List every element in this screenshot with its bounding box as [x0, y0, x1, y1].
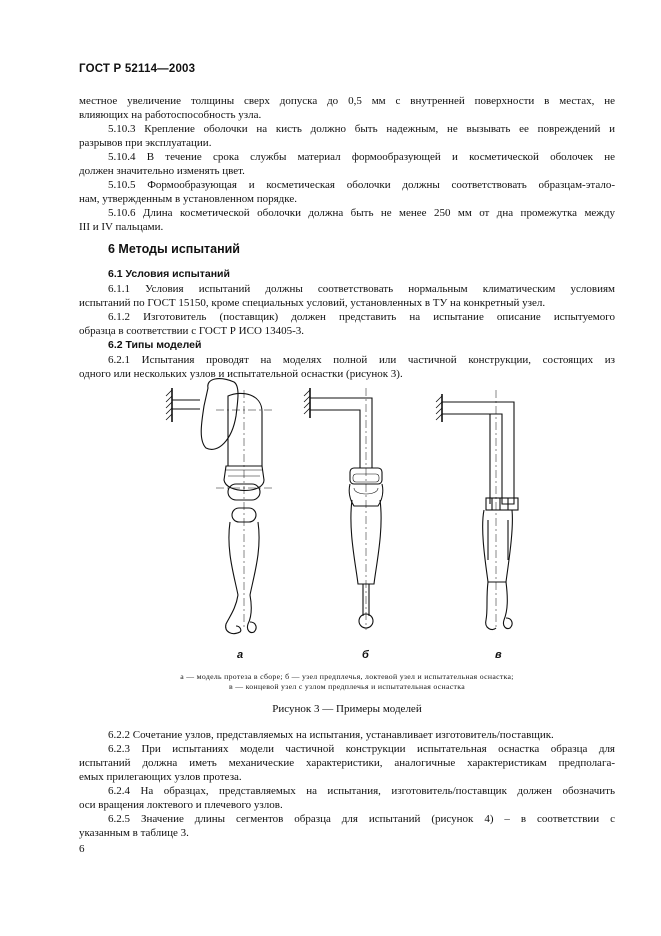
paragraph-5-10-3-line-1: 5.10.3 Крепление оболочки на кисть должно быть надежным, не вызывать ее повреждений и: [108, 123, 615, 135]
paragraph-6-2-3-line-1: 6.2.3 При испытаниях модели частичной конструкции испытательная оснастка образца для: [108, 743, 615, 755]
subsection-heading-6-2: 6.2 Типы моделей: [108, 339, 202, 351]
paragraph-5-10-4-line-1: 5.10.4 В течение срока службы материал формообразующей и косметической оболочек не: [108, 151, 615, 163]
paragraph-6-2-4-line-2: оси вращения локтевого и плечевого узлов.: [79, 799, 283, 811]
paragraph-6-1-1-line-1: 6.1.1 Условия испытаний должны соответствовать нормальным климатическим условиям: [108, 283, 615, 295]
subsection-heading-6-1: 6.1 Условия испытаний: [108, 268, 230, 280]
paragraph-continuation-line-2: влияющих на работоспособность узла.: [79, 109, 262, 121]
figure-legend-line-1: а — модель протеза в сборе; б — узел предплечья, локтевой узел и испытательная оснастка;: [180, 672, 514, 681]
paragraph-6-2-3-line-2: испытаний должна иметь механические характеристики, аналогичные характеристикам предполага-: [79, 757, 615, 769]
figure-label-b: б: [362, 649, 369, 661]
paragraph-5-10-6-line-2: III и IV пальцами.: [79, 221, 164, 233]
paragraph-continuation-line-1: местное увеличение толщины сверх допуска до 0,5 мм с внутренней поверхности в местах, не: [79, 95, 615, 107]
figure-3-drawing: [150, 370, 530, 645]
page-number: 6: [79, 843, 85, 855]
paragraph-6-1-2-line-2: образца в соответствии с ГОСТ Р ИСО 13405-3.: [79, 325, 305, 337]
paragraph-6-2-5-line-1: 6.2.5 Значение длины сегментов образца для испытаний (рисунок 4) – в соответствии с: [108, 813, 615, 825]
paragraph-6-1-2-line-1: 6.1.2 Изготовитель (поставщик) должен представить на испытание описание испытуемого: [108, 311, 615, 323]
model-c-terminal-device-forearm: [436, 390, 518, 630]
figure-caption: Рисунок 3 — Примеры моделей: [272, 703, 422, 715]
figure-label-c: в: [495, 649, 502, 661]
paragraph-6-2-2: 6.2.2 Сочетание узлов, представляемых на испытания, устанавливает изготовитель/поставщик.: [108, 729, 554, 741]
model-b-forearm-elbow-fixture: [304, 388, 383, 630]
model-a-full-prosthesis: [166, 379, 272, 634]
paragraph-5-10-5-line-2: нам, утвержденным в установленном порядке.: [79, 193, 297, 205]
paragraph-5-10-3-line-2: разрывов при эксплуатации.: [79, 137, 212, 149]
paragraph-6-2-3-line-3: емых прилегающих узлов протеза.: [79, 771, 242, 783]
paragraph-6-2-1-line-2: одного или нескольких узлов и испытательной оснастки (рисунок 3).: [79, 368, 403, 380]
paragraph-6-2-1-line-1: 6.2.1 Испытания проводят на моделях полной или частичной конструкции, состоящих из: [108, 354, 615, 366]
paragraph-5-10-6-line-1: 5.10.6 Длина косметической оболочки должна быть не менее 250 мм от дна промежутка между: [108, 207, 615, 219]
paragraph-5-10-5-line-1: 5.10.5 Формообразующая и косметическая оболочки должны соответствовать образцам-этало-: [108, 179, 615, 191]
document-header: ГОСТ Р 52114—2003: [79, 63, 196, 75]
paragraph-5-10-4-line-2: должен значительно изменять цвет.: [79, 165, 245, 177]
paragraph-6-2-5-line-2: указанным в таблице 3.: [79, 827, 189, 839]
paragraph-6-1-1-line-2: испытаний по ГОСТ 15150, кроме специальных условий, установленных в ТУ на конкретный узел.: [79, 297, 546, 309]
figure-label-a: а: [237, 649, 244, 661]
paragraph-6-2-4-line-1: 6.2.4 На образцах, представляемых на испытания, изготовитель/поставщик должен обозначить: [108, 785, 615, 797]
section-heading: 6 Методы испытаний: [108, 242, 240, 256]
figure-legend-line-2: в — концевой узел с узлом предплечья и испытательная оснастка: [229, 682, 465, 691]
